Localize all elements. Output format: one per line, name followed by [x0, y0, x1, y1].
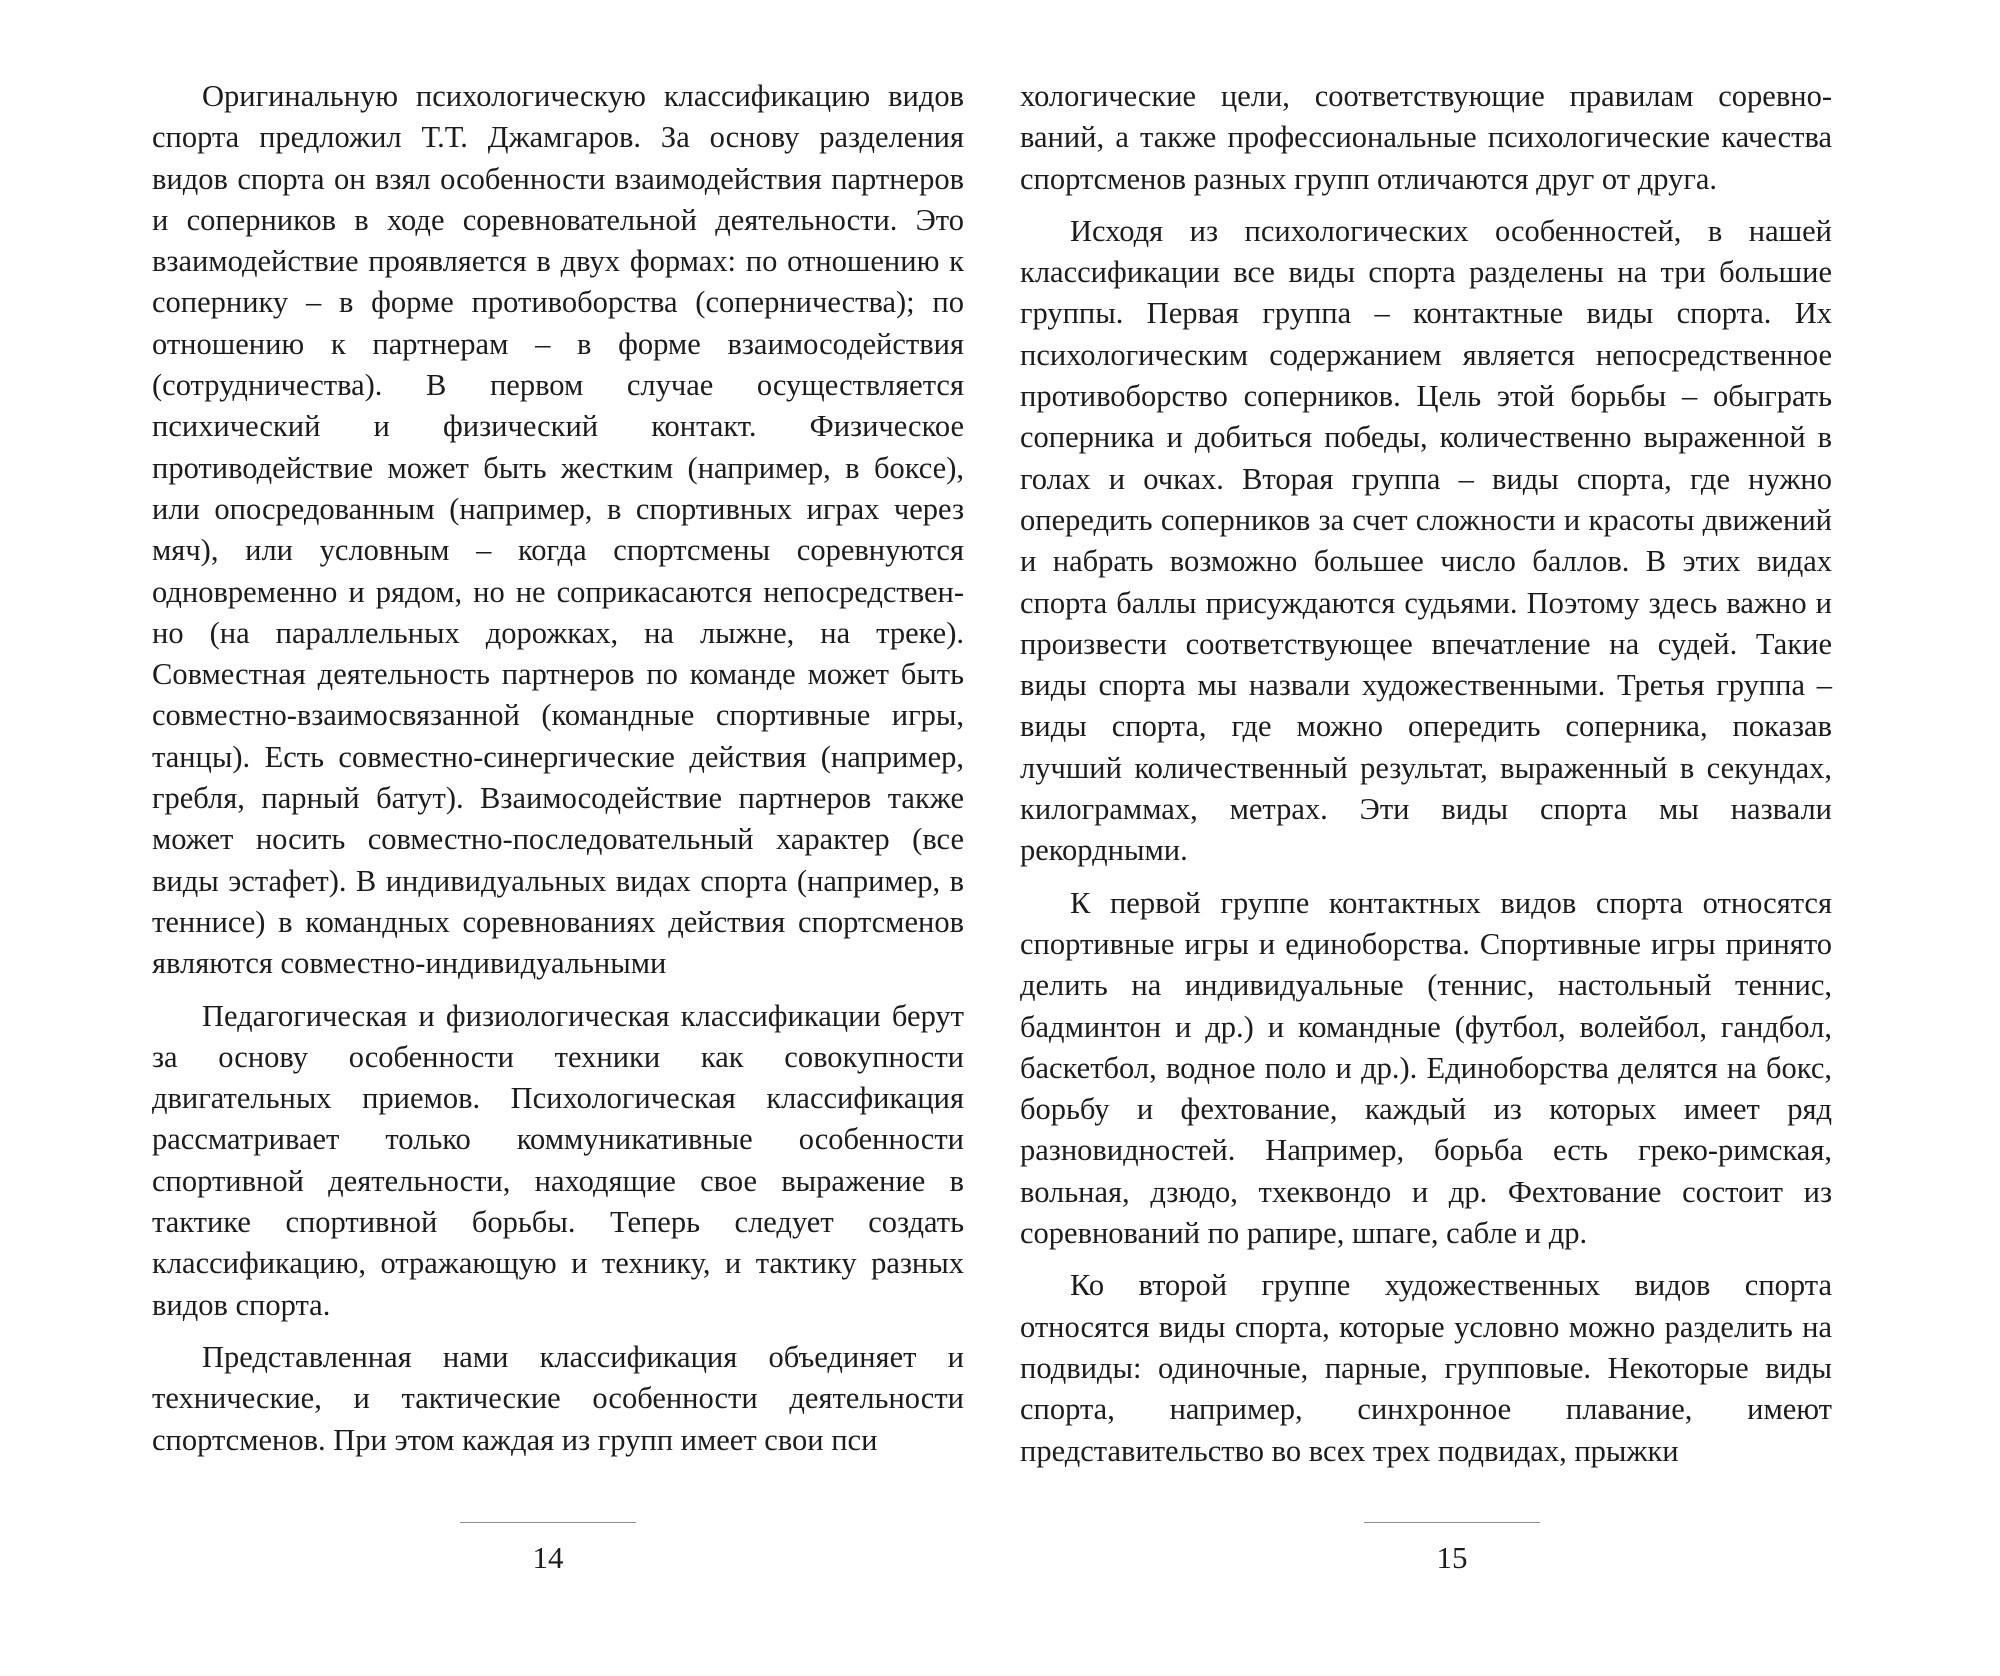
right-page-footer: [1020, 1522, 1832, 1632]
page-number: 14: [532, 1540, 564, 1575]
page-number: 15: [1436, 1540, 1468, 1575]
paragraph: Педагогическая и физиологическая классификации берут за основу особенности техники как совокупности двигательных приемов. Психологическая классификация рассматривает только коммуникативные особенности спортивной деятельности, находящие свое выражение в тактике спортивной борьбы. Теперь следует создать классификацию, отражающую и технику, и тактику разных видов спорта.: [152, 998, 964, 1322]
right-page: [1020, 76, 1832, 1632]
footer-rule: [460, 1522, 636, 1523]
paragraph: Представленная нами классификация объединяет и технические, и тактические особенности деятельности спортсменов. При этом каждая из групп имеет свои пси: [152, 1339, 964, 1457]
left-page-footer: [152, 1522, 964, 1632]
paragraph: Оригинальную психологическую классификацию видов спорта предложил Т.Т. Джамгаров. За основу разделения видов спорта он взял особенности взаимодействия партнеров и соперников в ходе соревновательной деятельности. Это взаимодействие проявляется в двух формах: по отношению к сопернику – в форме противоборства (соперничества); по отношению к партнерам – в форме взаимосодействия (сотрудничества). В первом случае осуществляется психический и физический контакт. Физическое противодействие может быть жестким (например, в боксе), или опосредованным (например, в спортивных играх через мяч), или условным – когда спортсмены соревнуются одновременно и рядом, но не соприкасаются непосредствен- но (на параллельных дорожках, на лыжне, на треке). Совместная деятельность партнеров по команде может быть совместно-взаимосвязанной (командные спортивные игры, танцы). Есть совместно-синергические действия (например, гребля, парный батут). Взаимосодействие партнеров также может носить совместно-последовательный характер (все виды эстафет). В индивидуальных видах спорта (например, в теннисе) в командных соревнованиях действия спортсменов являются совместно-индивидуальными: [152, 79, 964, 981]
paragraph-continuation: хологические цели, соответствующие правилам соревнований, а также профессиональные психологические качества спортсменов разных групп отличаются друг от друга.: [1020, 79, 1832, 196]
left-page-text: [152, 76, 964, 1522]
paragraph: Ко второй группе художественных видов спорта относятся виды спорта, которые условно можно разделить на подвиды: одиночные, парные, групповые. Некоторые виды спорта, например, синхронное плавание, имеют представительство во всех трех подвидах, прыжки: [1020, 1268, 1832, 1468]
paragraph: Исходя из психологических особенностей, в нашей классификации все виды спорта разделены на три большие группы. Первая группа – контактные виды спорта. Их психологическим содержанием является непосредственное противоборство соперников. Цель этой борьбы – обыграть соперника и добиться победы, количественно выраженной в голах и очках. Вторая группа – виды спорта, где нужно опередить соперников за счет сложности и красоты движений и набрать возможно большее число баллов. В этих видах спорта баллы присуждаются судьями. Поэтому здесь важно и произвести соответствующее впечатление на судей. Такие виды спорта мы назвали художественными. Третья группа – виды спорта, где можно опередить соперника, показав лучший количественный результат, выраженный в секундах, килограммах, метрах. Эти виды спорта мы назвали рекордными.: [1020, 213, 1832, 868]
paragraph: К первой группе контактных видов спорта относятся спортивные игры и единоборства. Спортивные игры принято делить на индивидуальные (теннис, настольный теннис, бадминтон и др.) и командные (футбол, волейбол, гандбол, баскетбол, водное поло и др.). Единоборства делятся на бокс, борьбу и фехтование, каждый из которых имеет ряд разновидностей. Например, борьба есть греко-римская, вольная, дзюдо, тхеквондо и др. Фехтование состоит из соревнований по рапире, шпаге, сабле и др.: [1020, 885, 1832, 1251]
footer-rule: [1364, 1522, 1540, 1523]
right-page-text: [1020, 76, 1832, 1522]
left-page: [152, 76, 964, 1632]
